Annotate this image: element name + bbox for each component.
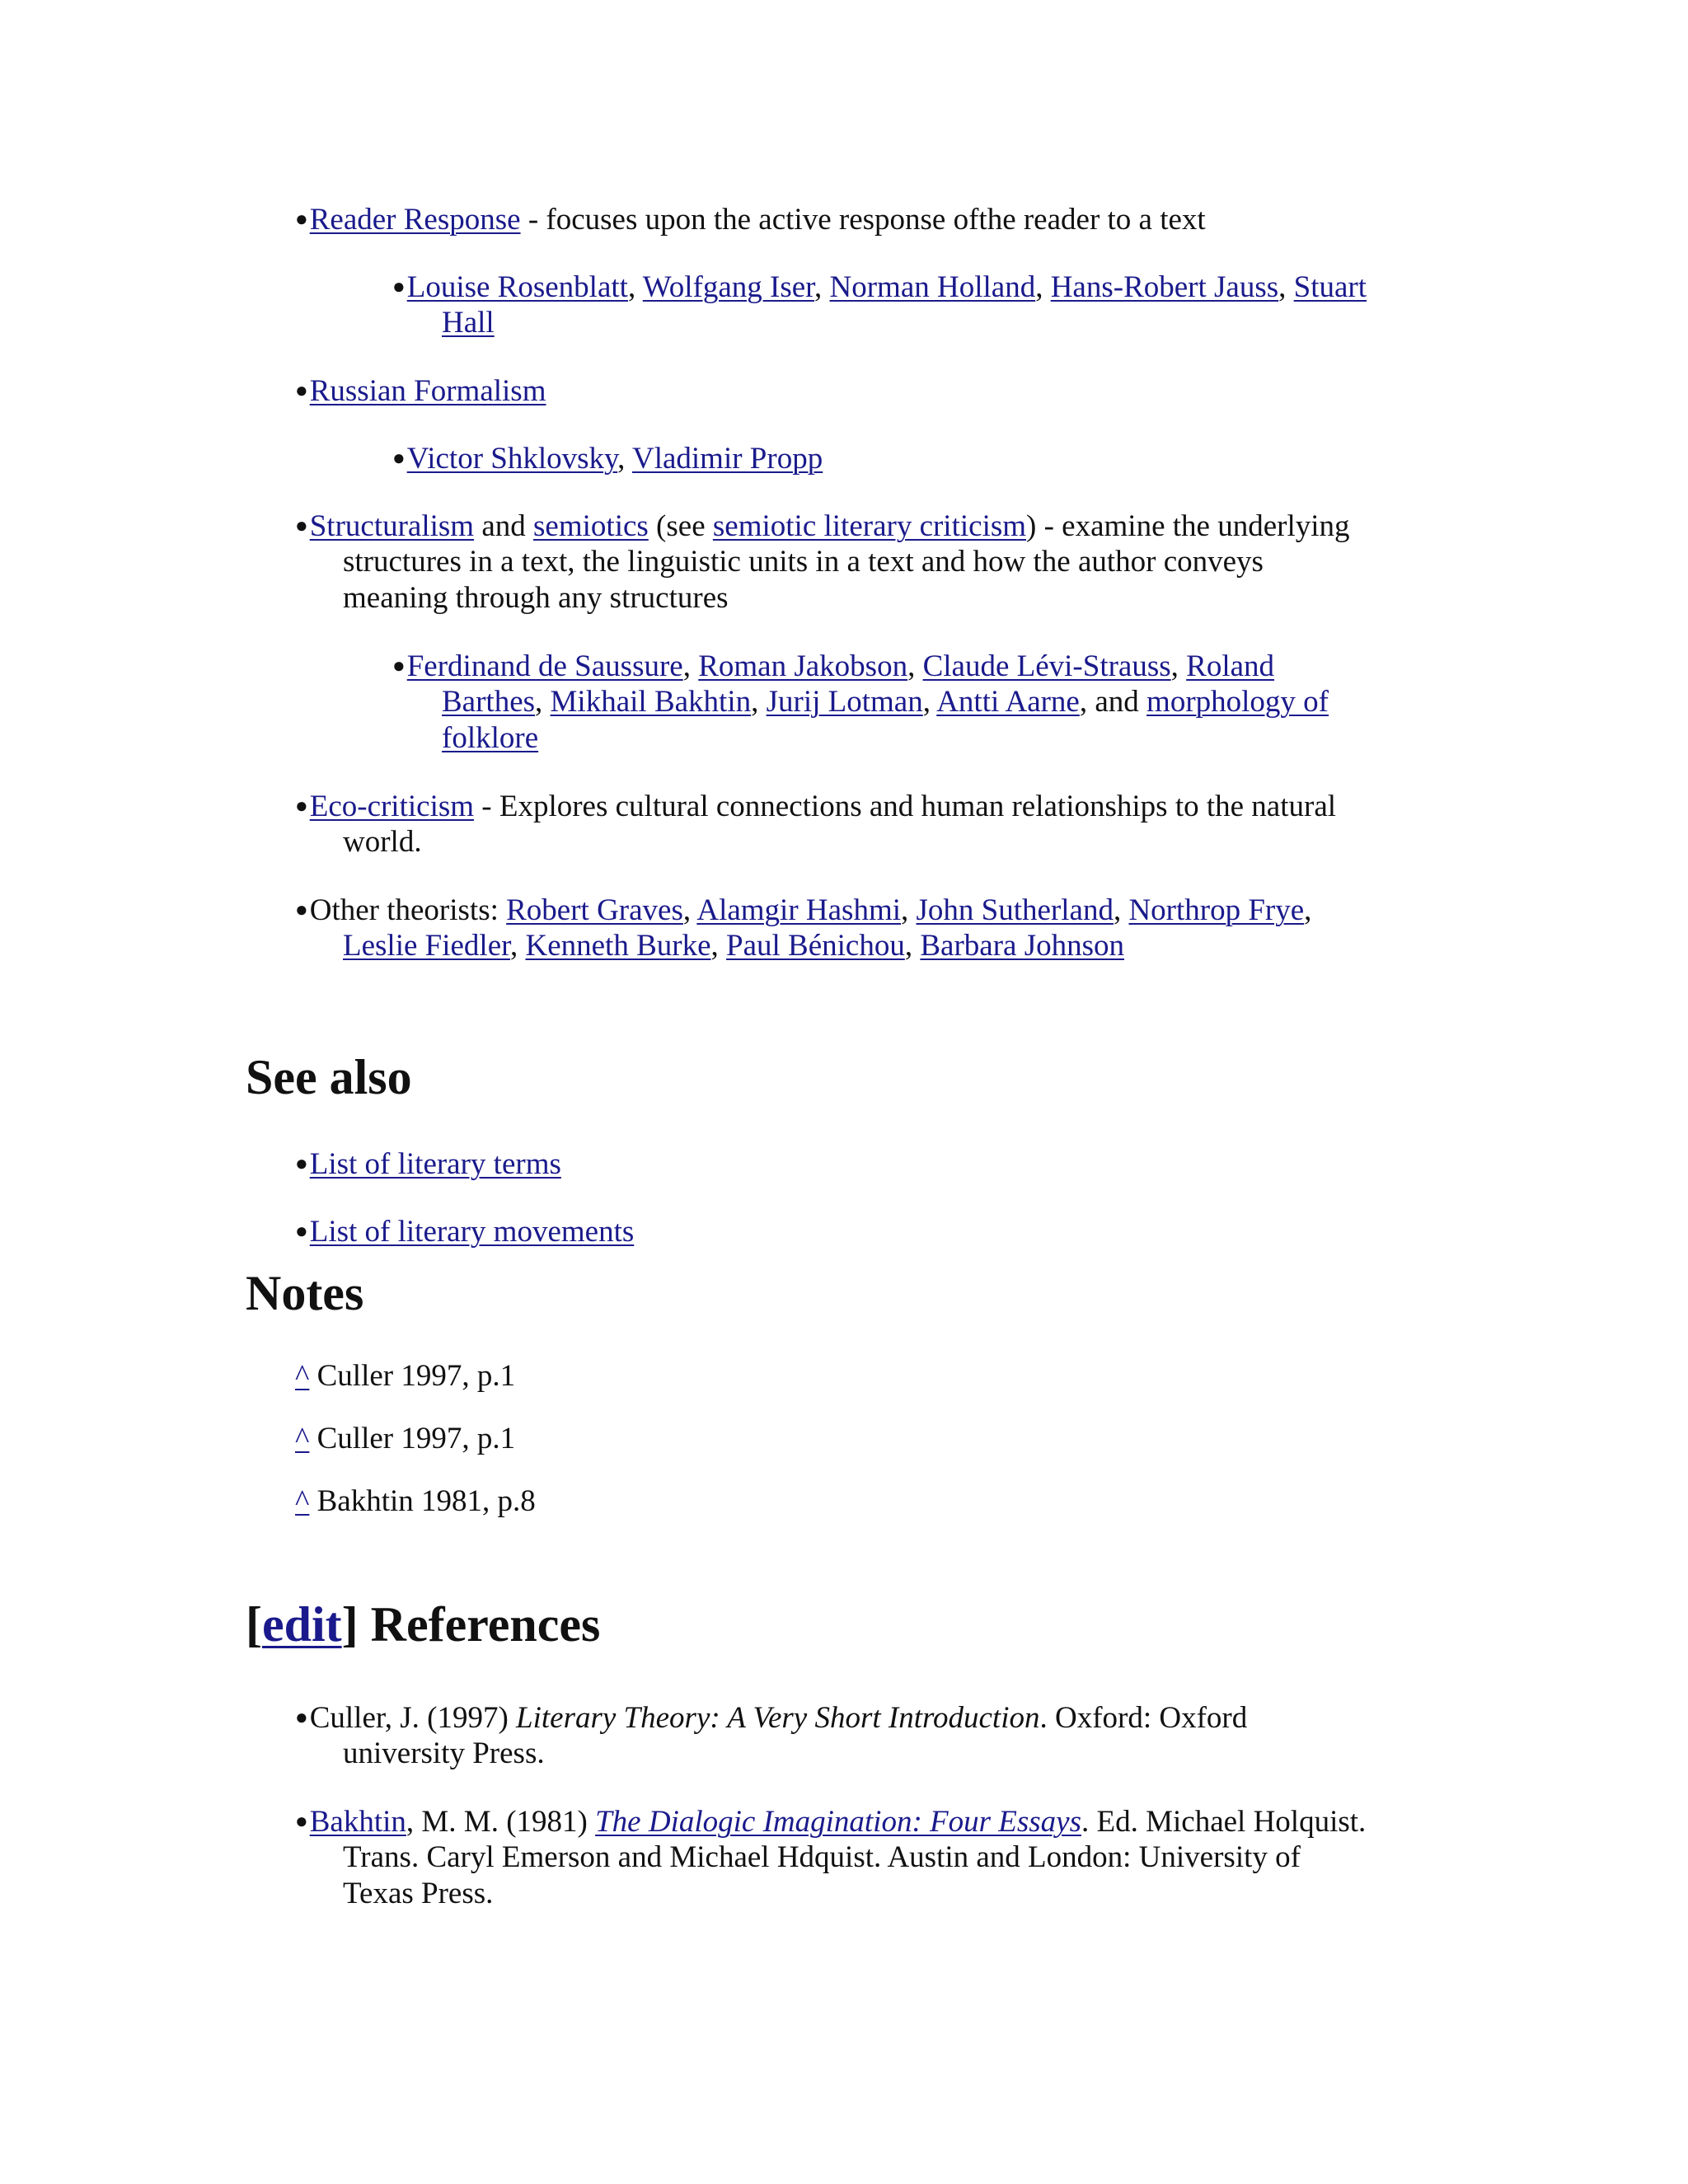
link-antti-aarne[interactable]: Antti Aarne <box>936 685 1080 719</box>
reference-item-2-line2: Trans. Caryl Emerson and Michael Hdquist. Austin and London: University of <box>343 1840 1301 1874</box>
note-item-1: ^ Culler 1997, p.1 <box>295 1359 516 1393</box>
link-john-sutherland[interactable]: John Sutherland <box>916 893 1114 927</box>
note-item-2: ^ Culler 1997, p.1 <box>295 1422 516 1455</box>
link-claude-levi-strauss[interactable]: Claude Lévi-Strauss <box>922 649 1171 683</box>
link-semiotic-literary-criticism[interactable]: semiotic literary criticism <box>712 509 1027 543</box>
note-backlink-3[interactable]: ^ <box>295 1484 310 1518</box>
note-item-3: ^ Bakhtin 1981, p.8 <box>295 1484 536 1518</box>
heading-see-also: See also <box>246 1050 412 1104</box>
link-roland-barthes-cont[interactable]: Barthes <box>442 685 536 719</box>
link-paul-benichou[interactable]: Paul Bénichou <box>726 929 905 963</box>
list-item-reader-response-theorists: ●Louise Rosenblatt, Wolfgang Iser, Norman Holland, Hans-Robert Jauss, Stuart <box>392 270 1367 304</box>
link-victor-shklovsky[interactable]: Victor Shklovsky <box>406 442 618 476</box>
list-item-structuralism-theorists-cont2 <box>442 720 538 757</box>
link-kenneth-burke[interactable]: Kenneth Burke <box>525 929 711 963</box>
link-hans-robert-jauss[interactable]: Hans-Robert Jauss <box>1050 270 1279 304</box>
link-stuart-hall[interactable]: Stuart <box>1293 270 1367 304</box>
link-morphology-of-folklore[interactable]: morphology of <box>1146 685 1329 719</box>
reference-item-1-line2: university Press. <box>343 1736 545 1770</box>
structuralism-desc-line3: meaning through any structures <box>343 581 729 615</box>
list-item-russian-formalism-theorists: ●Victor Shklovsky, Vladimir Propp <box>392 442 823 476</box>
link-bakhtin[interactable]: Bakhtin <box>309 1805 406 1839</box>
list-item-reader-response: ●Reader Response - focuses upon the active response ofthe reader to a text <box>295 203 1206 237</box>
link-norman-holland[interactable]: Norman Holland <box>829 270 1036 304</box>
bullet-icon: ● <box>392 274 406 298</box>
list-item-reader-response-theorists-cont <box>442 305 495 341</box>
reference-item-2: ●Bakhtin, M. M. (1981) The Dialogic Imagination: Four Essays. Ed. Michael Holquist. <box>295 1805 1367 1839</box>
list-item-other-theorists-cont: Leslie Fiedler, Kenneth Burke, Paul Bénichou, Barbara Johnson <box>343 929 1124 963</box>
link-mikhail-bakhtin[interactable]: Mikhail Bakhtin <box>550 685 752 719</box>
link-jurij-lotman[interactable]: Jurij Lotman <box>766 685 923 719</box>
link-roland-barthes[interactable]: Roland <box>1186 649 1275 683</box>
bullet-icon: ● <box>295 513 308 537</box>
link-list-of-literary-terms[interactable]: List of literary terms <box>309 1147 561 1181</box>
note-backlink-2[interactable]: ^ <box>295 1422 310 1455</box>
bullet-icon: ● <box>295 1219 308 1243</box>
link-russian-formalism[interactable]: Russian Formalism <box>309 374 546 408</box>
link-barbara-johnson[interactable]: Barbara Johnson <box>920 929 1124 963</box>
note-backlink-1[interactable]: ^ <box>295 1359 310 1393</box>
link-alamgir-hashmi[interactable]: Alamgir Hashmi <box>696 893 901 927</box>
eco-desc-line2: world. <box>343 825 422 859</box>
list-item-structuralism-theorists: ●Ferdinand de Saussure, Roman Jakobson, Claude Lévi-Strauss, Roland <box>392 649 1275 683</box>
bullet-icon: ● <box>295 1809 308 1833</box>
link-wolfgang-iser[interactable]: Wolfgang Iser <box>642 270 814 304</box>
bullet-icon: ● <box>392 654 406 677</box>
link-list-of-literary-movements[interactable]: List of literary movements <box>309 1215 635 1249</box>
list-item-other-theorists: ●Other theorists: Robert Graves, Alamgir Hashmi, John Sutherland, Northrop Frye, <box>295 893 1312 927</box>
link-semiotics[interactable]: semiotics <box>533 509 649 543</box>
link-robert-graves[interactable]: Robert Graves <box>506 893 683 927</box>
link-dialogic-imagination[interactable]: The Dialogic Imagination: Four Essays <box>595 1805 1081 1839</box>
reference-item-2-line3: Texas Press. <box>343 1877 494 1910</box>
link-ferdinand-de-saussure[interactable]: Ferdinand de Saussure <box>406 649 683 683</box>
list-item-structuralism-theorists-cont: Barthes, Mikhail Bakhtin, Jurij Lotman, Antti Aarne, and morphology of <box>442 685 1329 719</box>
list-item-structuralism: ●Structuralism and semiotics (see semiotic literary criticism) - examine the underlying <box>295 509 1350 543</box>
link-vladimir-propp[interactable]: Vladimir Propp <box>631 442 823 476</box>
reference-item-1: ●Culler, J. (1997) Literary Theory: A Very Short Introduction. Oxford: Oxford <box>295 1701 1248 1735</box>
edit-link[interactable]: edit <box>261 1597 342 1652</box>
link-leslie-fiedler[interactable]: Leslie Fiedler <box>343 929 510 963</box>
link-stuart-hall-cont[interactable]: Hall <box>442 306 495 340</box>
list-item-see-also-1 <box>295 1146 561 1183</box>
list-item-russian-formalism <box>295 373 546 410</box>
bullet-icon: ● <box>295 207 308 231</box>
bullet-icon: ● <box>295 898 308 921</box>
list-item-eco-criticism: ●Eco-criticism - Explores cultural connections and human relationships to the natural <box>295 790 1337 823</box>
bullet-icon: ● <box>295 378 308 402</box>
bullet-icon: ● <box>295 1151 308 1175</box>
link-northrop-frye[interactable]: Northrop Frye <box>1128 893 1305 927</box>
link-roman-jakobson[interactable]: Roman Jakobson <box>698 649 908 683</box>
bullet-icon: ● <box>392 446 406 470</box>
bullet-icon: ● <box>295 1705 308 1729</box>
link-eco-criticism[interactable]: Eco-criticism <box>309 790 475 823</box>
structuralism-desc-line2: structures in a text, the linguistic units in a text and how the author conveys <box>343 545 1264 579</box>
heading-references: [edit] References <box>246 1597 601 1652</box>
link-structuralism[interactable]: Structuralism <box>309 509 475 543</box>
link-morphology-of-folklore-cont[interactable]: folklore <box>442 721 539 755</box>
list-item-see-also-2 <box>295 1213 634 1250</box>
link-reader-response[interactable]: Reader Response <box>309 203 521 237</box>
bullet-icon: ● <box>295 794 308 818</box>
link-louise-rosenblatt[interactable]: Louise Rosenblatt <box>406 270 628 304</box>
heading-notes: Notes <box>246 1266 364 1320</box>
